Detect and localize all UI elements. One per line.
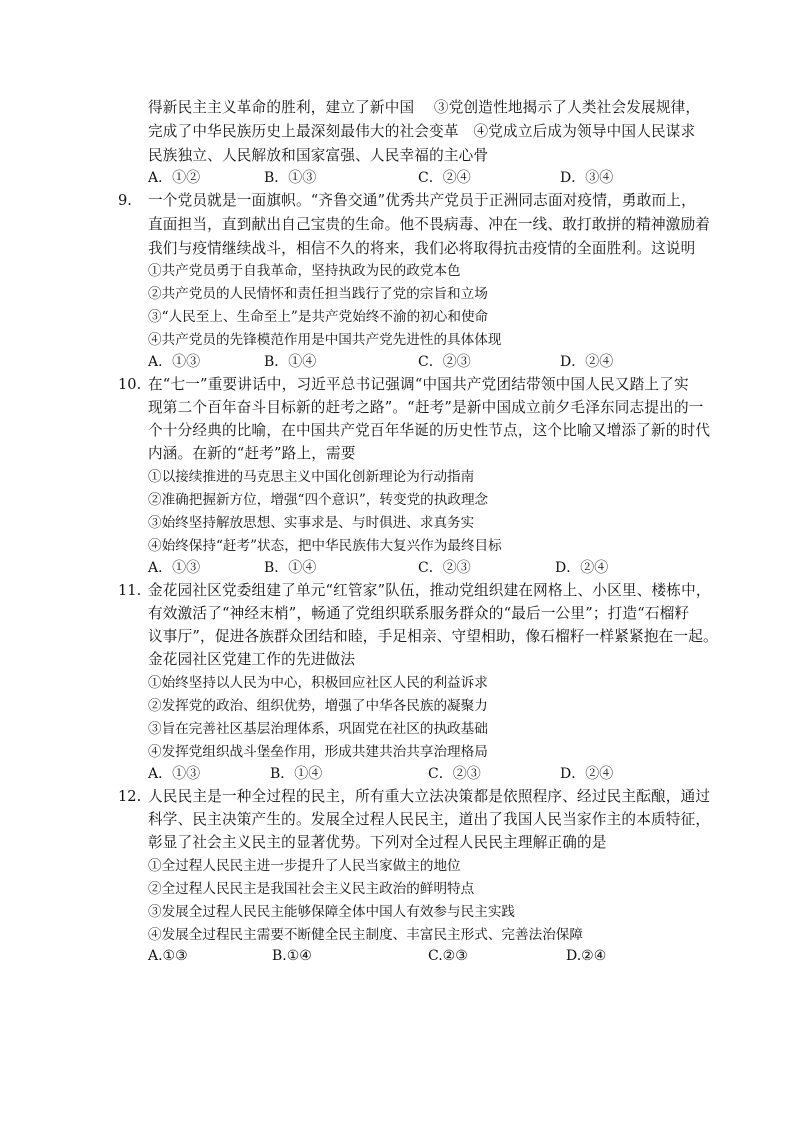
q10-option-c: C．②③ bbox=[418, 560, 471, 576]
q12-option-b: B.①④ bbox=[272, 948, 312, 964]
q11-statement-3: ③旨在完善社区基层治理体系，巩固党在社区的执政基础 bbox=[148, 721, 488, 737]
q9-number: 9. bbox=[118, 192, 132, 209]
q12-line-1: 人民民主是一种全过程的民主，所有重大立法决策都是依照程序、经过民主酝酿，通过 bbox=[148, 788, 711, 805]
q11-line-2: 有效激活了“神经末梢”，畅通了党组织联系服务群众的“最后一公里”；打造“石榴籽 bbox=[148, 605, 690, 622]
q11-number: 11. bbox=[118, 582, 142, 599]
q12-statement-1: ①全过程人民民主进一步提升了人民当家做主的地位 bbox=[148, 858, 461, 874]
q11-statement-1: ①始终坚持以人民为中心，积极回应社区人民的利益诉求 bbox=[148, 675, 488, 691]
q9-option-b: B．①④ bbox=[264, 354, 317, 370]
q10-statement-2: ②准确把握新方位，增强“四个意识”，转变党的执政理念 bbox=[148, 492, 489, 508]
q9-line-2: 直面担当，直到献出自己宝贵的生命。他不畏病毒、冲在一线、敢打敢拼的精神激励着 bbox=[148, 216, 711, 233]
q12-line-3: 彰显了社会主义民主的显著优势。下列对全过程人民民主理解正确的是 bbox=[148, 834, 607, 851]
q12-line-2: 科学、民主决策产生的。发展全过程人民民主，道出了我国人民当家作主的本质特征， bbox=[148, 811, 711, 828]
q10-option-b: B．①④ bbox=[264, 560, 317, 576]
q10-statement-4: ④始终保持“赶考”状态，把中华民族伟大复兴作为最终目标 bbox=[148, 538, 502, 554]
q12-statement-2: ②全过程人民民主是我国社会主义民主政治的鲜明特点 bbox=[148, 881, 475, 897]
q11-statement-4: ④发挥党组织战斗堡垒作用，形成共建共治共享治理格局 bbox=[148, 744, 488, 760]
q11-line-1: 金花园社区党委组建了单元“红管家”队伍，推动党组织建在网格上、小区里、楼栋中， bbox=[148, 582, 711, 599]
q9-line-1: 一个党员就是一面旗帜。“齐鲁交通”优秀共产党员于正洲同志面对疫情，勇敢而上， bbox=[148, 192, 696, 209]
q10-line-2: 现第二个百年奋斗目标新的赶考之路”。“赶考”是新中国成立前夕毛泽东同志提出的一 bbox=[148, 399, 704, 416]
q11-line-3: 议事厅”，促进各族群众团结和睦，手足相亲、守望相助，像石榴籽一样紧紧抱在一起。 bbox=[148, 628, 718, 645]
q12-number: 12. bbox=[118, 788, 142, 805]
q12-statement-3: ③发展全过程人民民主能够保障全体中国人有效参与民主实践 bbox=[148, 904, 516, 920]
q10-line-4: 内涵。在新的“赶考”路上，需要 bbox=[148, 445, 356, 462]
q9-line-3: 我们与疫情继续战斗，相信不久的将来，我们必将取得抗击疫情的全面胜利。这说明 bbox=[148, 240, 696, 257]
q8-option-c: C．②④ bbox=[418, 170, 471, 186]
q10-statement-3: ③始终坚持解放思想、实事求是、与时俱进、求真务实 bbox=[148, 515, 475, 531]
q8-option-a: A．①② bbox=[148, 170, 201, 186]
q12-option-d: D.②④ bbox=[566, 948, 607, 964]
q11-option-a: A．①③ bbox=[148, 766, 201, 782]
q11-option-b: B．①④ bbox=[270, 766, 323, 782]
q9-statement-4: ④共产党员的先锋模范作用是中国共产党先进性的具体体现 bbox=[148, 332, 502, 348]
q8-line-2: 完成了中华民族历史上最深刻最伟大的社会变革 ④党成立后成为领导中国人民谋求 bbox=[148, 123, 696, 140]
q8-option-d: D．③④ bbox=[560, 170, 614, 186]
q9-option-c: C．②③ bbox=[418, 354, 471, 370]
q12-option-a: A.①③ bbox=[148, 948, 188, 964]
q9-option-a: A．①③ bbox=[148, 354, 201, 370]
q9-statement-2: ②共产党员的人民情怀和责任担当践行了党的宗旨和立场 bbox=[148, 286, 488, 302]
q11-statement-2: ②发挥党的政治、组织优势，增强了中华各民族的凝聚力 bbox=[148, 698, 488, 714]
q11-line-4: 金花园社区党建工作的先进做法 bbox=[148, 651, 356, 668]
q10-statement-1: ①以接续推进的马克思主义中国化创新理论为行动指南 bbox=[148, 469, 475, 485]
q11-option-c: C．②③ bbox=[428, 766, 481, 782]
q9-statement-3: ③“人民至上、生命至上”是共产党始终不渝的初心和使命 bbox=[148, 309, 489, 325]
q9-statement-1: ①共产党员勇于自我革命，坚持执政为民的政党本色 bbox=[148, 263, 461, 279]
q12-option-c: C.②③ bbox=[428, 948, 468, 964]
q11-option-d: D．②④ bbox=[560, 766, 614, 782]
q10-option-d: D．②④ bbox=[555, 560, 609, 576]
q10-line-1: 在“七一”重要讲话中，习近平总书记强调“中国共产党团结带领中国人民又踏上了实 bbox=[148, 376, 689, 393]
q8-line-3: 民族独立、人民解放和国家富强、人民幸福的主心骨 bbox=[148, 147, 489, 164]
q9-option-d: D．②④ bbox=[560, 354, 614, 370]
q10-line-3: 个十分经典的比喻，在中国共产党百年华诞的历史性节点，这个比喻又增添了新的时代 bbox=[148, 422, 711, 439]
q8-option-b: B．①③ bbox=[264, 170, 317, 186]
q10-number: 10. bbox=[118, 376, 142, 393]
q12-statement-4: ④发展全过程民主需要不断健全民主制度、丰富民主形式、完善法治保障 bbox=[148, 927, 583, 943]
q8-line-1: 得新民主主义革命的胜利，建立了新中国 ③党创造性地揭示了人类社会发展规律， bbox=[148, 99, 701, 116]
q10-option-a: A．①③ bbox=[148, 560, 201, 576]
